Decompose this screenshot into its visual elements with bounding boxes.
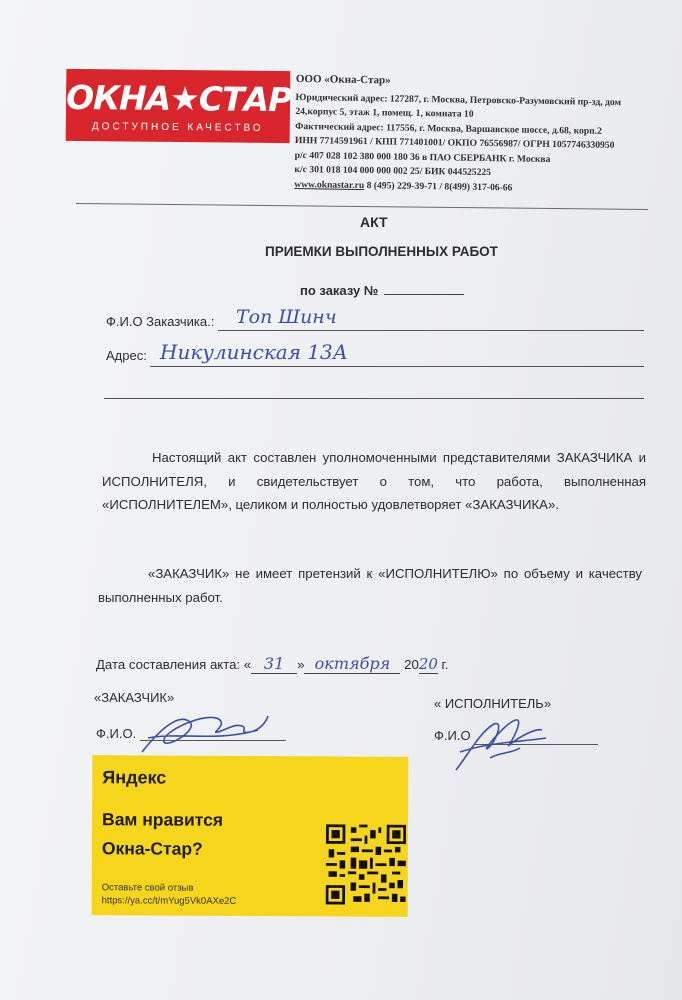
customer-rule [218,330,644,331]
date-mid-mark: » [297,657,305,672]
address-rule [150,366,644,367]
order-number-line [300,282,464,298]
yandex-review-sticker [92,755,409,917]
date-year-prefix: 20 [404,657,419,672]
company-line-5: р/с 407 028 102 380 000 180 36 в ПАО СБЕРБАНК г. Москва [294,149,551,165]
act-paragraph-2 [98,562,642,609]
yandex-brand: Яндекс [102,767,167,788]
company-phones: 8 (495) 229-39-71 / 8(499) 317-06-66 [364,179,513,193]
address-handwritten: Никулинская 13А [160,340,348,364]
logo-tagline: ДОСТУПНОЕ КАЧЕСТВО [91,121,264,134]
company-line-1: Юридический адрес: 127287, г. Москва, Петровско-Разумовский пр-зд, дом [295,91,622,108]
ad-headline-line-2: Окна-Стар? [101,838,203,859]
act-paragraph-1 [102,446,646,517]
customer-name-handwritten: Топ Шинч [236,306,337,328]
date-day-field [251,654,297,674]
date-year-field [419,655,438,674]
customer-signature [138,702,274,758]
company-line-3: Фактический адрес: 117556, г. Москва, Варшавское шоссе, д.68, корп.2 [295,120,602,137]
date-label: Дата составления акта: « [96,657,252,672]
company-website-link[interactable]: www.oknastar.ru [294,178,365,191]
company-logo [66,69,291,143]
address-rule-2 [104,398,644,399]
company-line-4: ИНН 7714591961 / КПП 771401001/ ОКПО 76556987/ ОГРН 1057746330950 [294,134,615,152]
logo-brand: ОКНА★СТАР [65,77,292,120]
company-line-2: 24,корпус 5, этаж 1, помещ. 1, комната 10 [295,105,474,120]
ad-cta [102,881,237,908]
customer-sign-label: «ЗАКАЗЧИК» [94,690,175,705]
date-year-suffix-label: г. [441,657,449,672]
customer-fio-label: Ф.И.О. [96,726,137,741]
executor-signature [450,712,550,774]
company-name: ООО «Окна-Стар» [295,72,391,87]
act-paragraph-2-text: «ЗАКАЗЧИК» не имеет претензий к «ИСПОЛНИТЕЛЮ» по объему и качеству выполненных работ. [98,566,642,605]
executor-fio-label: Ф.И.О [434,728,471,743]
date-month-handwritten: октября [314,654,391,673]
customer-label: Ф.И.О Заказчика.: [106,314,215,329]
ad-headline-line-1: Вам нравится [102,809,224,830]
address-label: Адрес: [106,348,147,363]
ad-headline [102,805,223,864]
ad-cta-text: Оставьте свой отзыв [101,882,194,894]
order-label: по заказу № [300,283,379,298]
date-year-handwritten: 20 [418,655,438,673]
header-divider [76,203,648,210]
qr-code-icon[interactable] [326,822,406,906]
ad-cta-link[interactable]: https://ya.cc/t/mYug5Vk0AXe2C [101,895,237,907]
date-day-handwritten: 31 [263,654,285,673]
date-line [96,654,448,674]
order-number-blank [384,282,464,295]
company-line-6: к/с 301 018 104 000 000 002 25/ БИК 044525225 [294,163,492,179]
act-paragraph-1-text: Настоящий акт составлен уполномоченными представителями ЗАКАЗЧИКА и ИСПОЛНИТЕЛЯ, и свидетельствует о том, что работа, выполненная «ИСПОЛНИТЕЛЕМ», целиком и полностью удовлетворяет «ЗАКАЗЧИКА». [102,450,646,512]
document-subtitle: ПРИЕМКИ ВЫПОЛНЕННЫХ РАБОТ [265,244,498,259]
date-month-field [304,654,400,674]
company-details [294,72,658,198]
document-title: АКТ [360,214,388,230]
executor-sign-label: « ИСПОЛНИТЕЛЬ» [434,696,552,711]
